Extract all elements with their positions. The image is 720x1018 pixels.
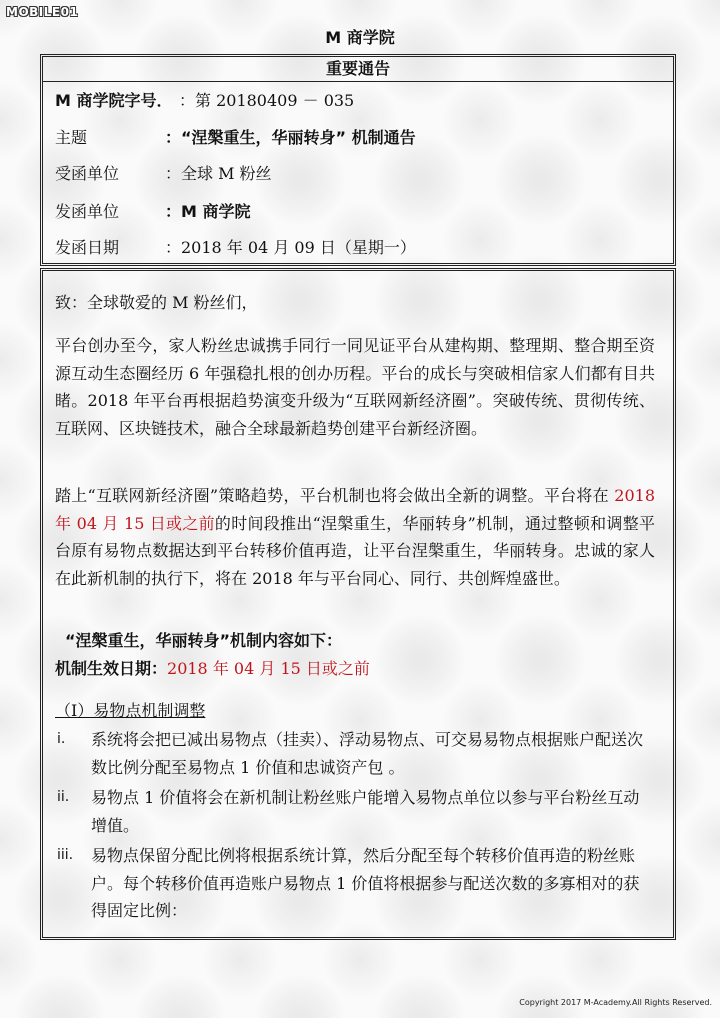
list-number: ii. xyxy=(57,789,70,805)
meta-row-date xyxy=(55,235,416,258)
paragraph-text: 踏上“互联网新经济圈”策略趋势，平台机制也将会做出全新的调整。平台将在 xyxy=(55,486,615,505)
effective-date: 2018 年 04 月 15 日或之前 xyxy=(167,658,370,678)
list-text: 系统将会把已减出易物点（挂卖）、浮动易物点、可交易易物点根据账户配送次数比例分配至易物点 1 价值和忠诚资产包 。 xyxy=(91,730,644,777)
meta-row-sender xyxy=(55,199,251,222)
watermark-logo: MOBILE01 xyxy=(6,5,79,19)
meta-value: ：M 商学院 xyxy=(165,202,251,221)
meta-label: 发函日期 xyxy=(55,238,120,257)
meta-value: ：第 20180409 － 035 xyxy=(179,91,355,110)
meta-row-reference xyxy=(55,88,355,111)
subsection-title: （I）易物点机制调整 xyxy=(55,701,206,720)
meta-label: 主题 xyxy=(55,128,88,147)
list-text: 易物点保留分配比例将根据系统计算，然后分配至每个转移价值再造的粉丝账户。每个转移价值再造账户易物点 1 价值将根据参与配送次数的多寡相对的获得固定比例： xyxy=(91,846,640,920)
notice-header-box xyxy=(40,54,676,266)
paragraph-text: 的时间段推出“涅槃重生，华丽转身”机制，通过整顿和调整平台原有易物点数据达到平台转移价值再造，让平台涅槃重生，华丽转身。忠诚的家人在此新机制的执行下，将在 2018 年与平台同心、同行、共创辉煌盛世。 xyxy=(55,513,655,588)
section-title: “涅槃重生，华丽转身”机制内容如下： xyxy=(65,631,343,650)
effective-label: 机制生效日期： xyxy=(55,658,168,678)
list-text: 易物点 1 价值将会在新机制让粉丝账户能增入易物点单位以参与平台粉丝互动增值。 xyxy=(91,788,640,835)
notice-title: 重要通告 xyxy=(43,57,673,82)
meta-label: M 商学院字号． xyxy=(55,91,173,110)
paragraph-intro: 平台创办至今，家人粉丝忠诚携手同行一同见证平台从建构期、整理期、整合期至资源互动生态圈经历 6 年强稳扎根的创办历程。平台的成长与突破相信家人们都有目共睹。2018 年平台再根据趋势演变升级为“互联网新经济圈”。突破传统、贯彻传统、互联网、区块链技术，融合全球最新趋势创建平台新经济圈。 xyxy=(55,336,655,438)
meta-value: ：“涅槃重生，华丽转身” 机制通告 xyxy=(165,128,416,147)
mechanism-section xyxy=(55,627,655,682)
salutation: 致：全球敬爱的 M 粉丝们， xyxy=(55,293,258,312)
highlight-date: 2018 年 04 月 15 日或之前 xyxy=(55,486,655,533)
meta-row-recipient xyxy=(55,161,272,184)
page-title: M 商学院 xyxy=(325,28,395,47)
paragraph-adjustment xyxy=(55,482,655,592)
meta-row-subject xyxy=(55,125,416,148)
list-number: iii. xyxy=(57,847,74,863)
list-number: i. xyxy=(57,731,66,747)
meta-label: 受函单位 xyxy=(55,164,120,183)
letter-body-box xyxy=(40,268,676,940)
effective-date-line xyxy=(55,655,655,683)
meta-value: ：全球 M 粉丝 xyxy=(165,164,272,183)
copyright-footer: Copyright 2017 M-Academy.All Rights Reserved. xyxy=(519,998,712,1007)
meta-value: ：2018 年 04 月 09 日（星期一） xyxy=(165,238,416,257)
meta-label: 发函单位 xyxy=(55,202,120,221)
